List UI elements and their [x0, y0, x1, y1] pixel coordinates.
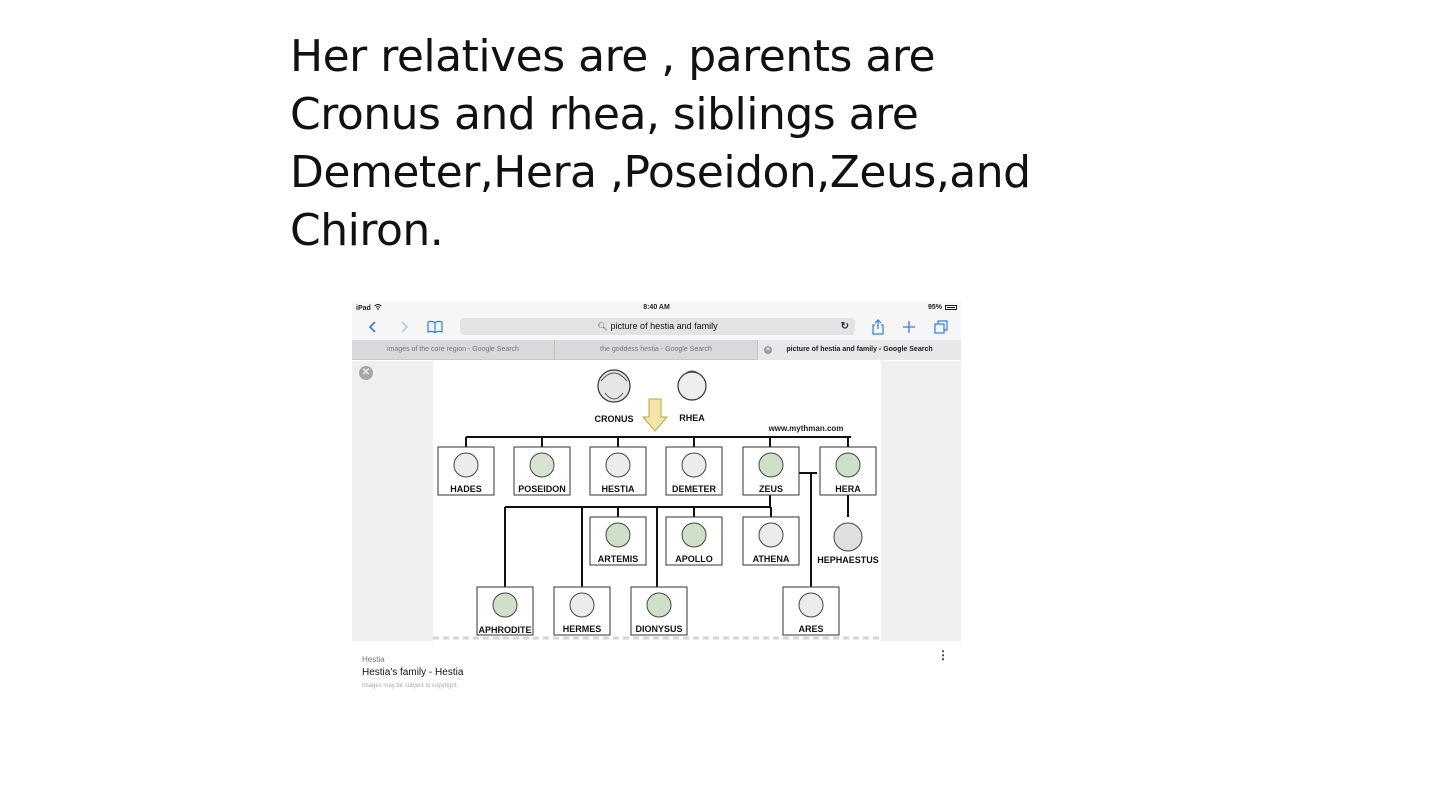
new-tab-button[interactable]: [900, 318, 918, 336]
back-button[interactable]: [364, 318, 382, 336]
tab-label: images of the core region - Google Search: [387, 346, 519, 353]
sibling-label: HERA: [835, 484, 861, 494]
children-row-1: [590, 517, 879, 565]
close-tab-icon[interactable]: ✕: [765, 347, 771, 353]
bookmarks-button[interactable]: [426, 318, 444, 336]
battery-icon: [945, 305, 957, 310]
slide-line: Cronus and rhea, siblings are: [290, 89, 919, 140]
forward-button[interactable]: [395, 318, 413, 336]
caption-source[interactable]: Hestia: [362, 655, 385, 664]
plus-icon: [900, 318, 918, 336]
child-label: ATHENA: [752, 554, 790, 564]
tab-core-region[interactable]: [352, 340, 555, 360]
child-label: HERMES: [562, 624, 602, 634]
more-options-button[interactable]: [937, 649, 949, 661]
children-row-2: [477, 587, 839, 635]
tabs-button[interactable]: [932, 318, 950, 336]
sibling-label: ZEUS: [758, 484, 784, 494]
sibling-label: HADES: [450, 484, 482, 494]
sibling-label: POSEIDON: [518, 484, 566, 494]
device-name: iPad: [356, 304, 371, 312]
tab-label: the goddess hestia - Google Search: [600, 346, 712, 353]
reload-icon[interactable]: ↻: [840, 321, 849, 332]
child-label: HEPHAESTUS: [817, 555, 879, 565]
slide-line: Chiron.: [290, 205, 444, 256]
website-label: www.mythman.com: [768, 424, 844, 433]
chevron-left-icon: [364, 318, 382, 336]
status-bar: [352, 302, 961, 314]
cronus-figure: [598, 370, 630, 402]
tab-goddess-hestia[interactable]: [555, 340, 758, 360]
child-label: ARTEMIS: [597, 554, 639, 564]
clock: 8:40 AM: [643, 304, 670, 311]
browser-screenshot: [352, 302, 961, 694]
search-icon: 🔍︎: [597, 322, 608, 331]
caption-copyright: Images may be subject to copyright.: [362, 683, 459, 689]
share-button[interactable]: [869, 318, 887, 336]
rhea-figure: [678, 371, 706, 400]
parent-label: RHEA: [679, 413, 705, 423]
caption-title[interactable]: Hestia's family - Hestia: [362, 667, 464, 678]
family-tree-diagram: [433, 361, 881, 641]
tab-label: picture of hestia and family - Google Search: [786, 346, 933, 353]
arrow-down-icon: [643, 399, 667, 431]
slide-text: [290, 28, 1050, 260]
chevron-right-icon: [395, 318, 413, 336]
tabs-icon: [932, 318, 950, 336]
sibling-label: DEMETER: [671, 484, 717, 494]
parent-label: CRONUS: [594, 414, 634, 424]
book-icon: [426, 318, 444, 336]
slide-line: Her relatives are , parents are: [290, 31, 936, 82]
tab-hestia-family[interactable]: [758, 340, 961, 360]
browser-toolbar: [352, 314, 961, 340]
tab-strip: [352, 340, 961, 360]
address-bar[interactable]: [460, 318, 855, 335]
url-text: picture of hestia and family: [610, 321, 718, 331]
child-label: DIONYSUS: [635, 624, 683, 634]
image-caption: [352, 641, 961, 694]
family-tree-image[interactable]: [433, 361, 881, 641]
child-label: APHRODITE: [478, 625, 532, 635]
child-label: APOLLO: [675, 554, 713, 564]
child-label: ARES: [798, 624, 824, 634]
image-viewer: [352, 361, 961, 641]
more-vertical-icon: ⋮: [937, 648, 949, 662]
battery-percent: 95%: [927, 304, 942, 311]
share-icon: [869, 318, 887, 336]
sibling-label: HESTIA: [601, 484, 635, 494]
close-icon: ✕: [361, 367, 371, 378]
slide-line: Demeter,Hera ,Poseidon,Zeus,and: [290, 147, 1031, 198]
close-viewer-button[interactable]: [359, 366, 373, 380]
